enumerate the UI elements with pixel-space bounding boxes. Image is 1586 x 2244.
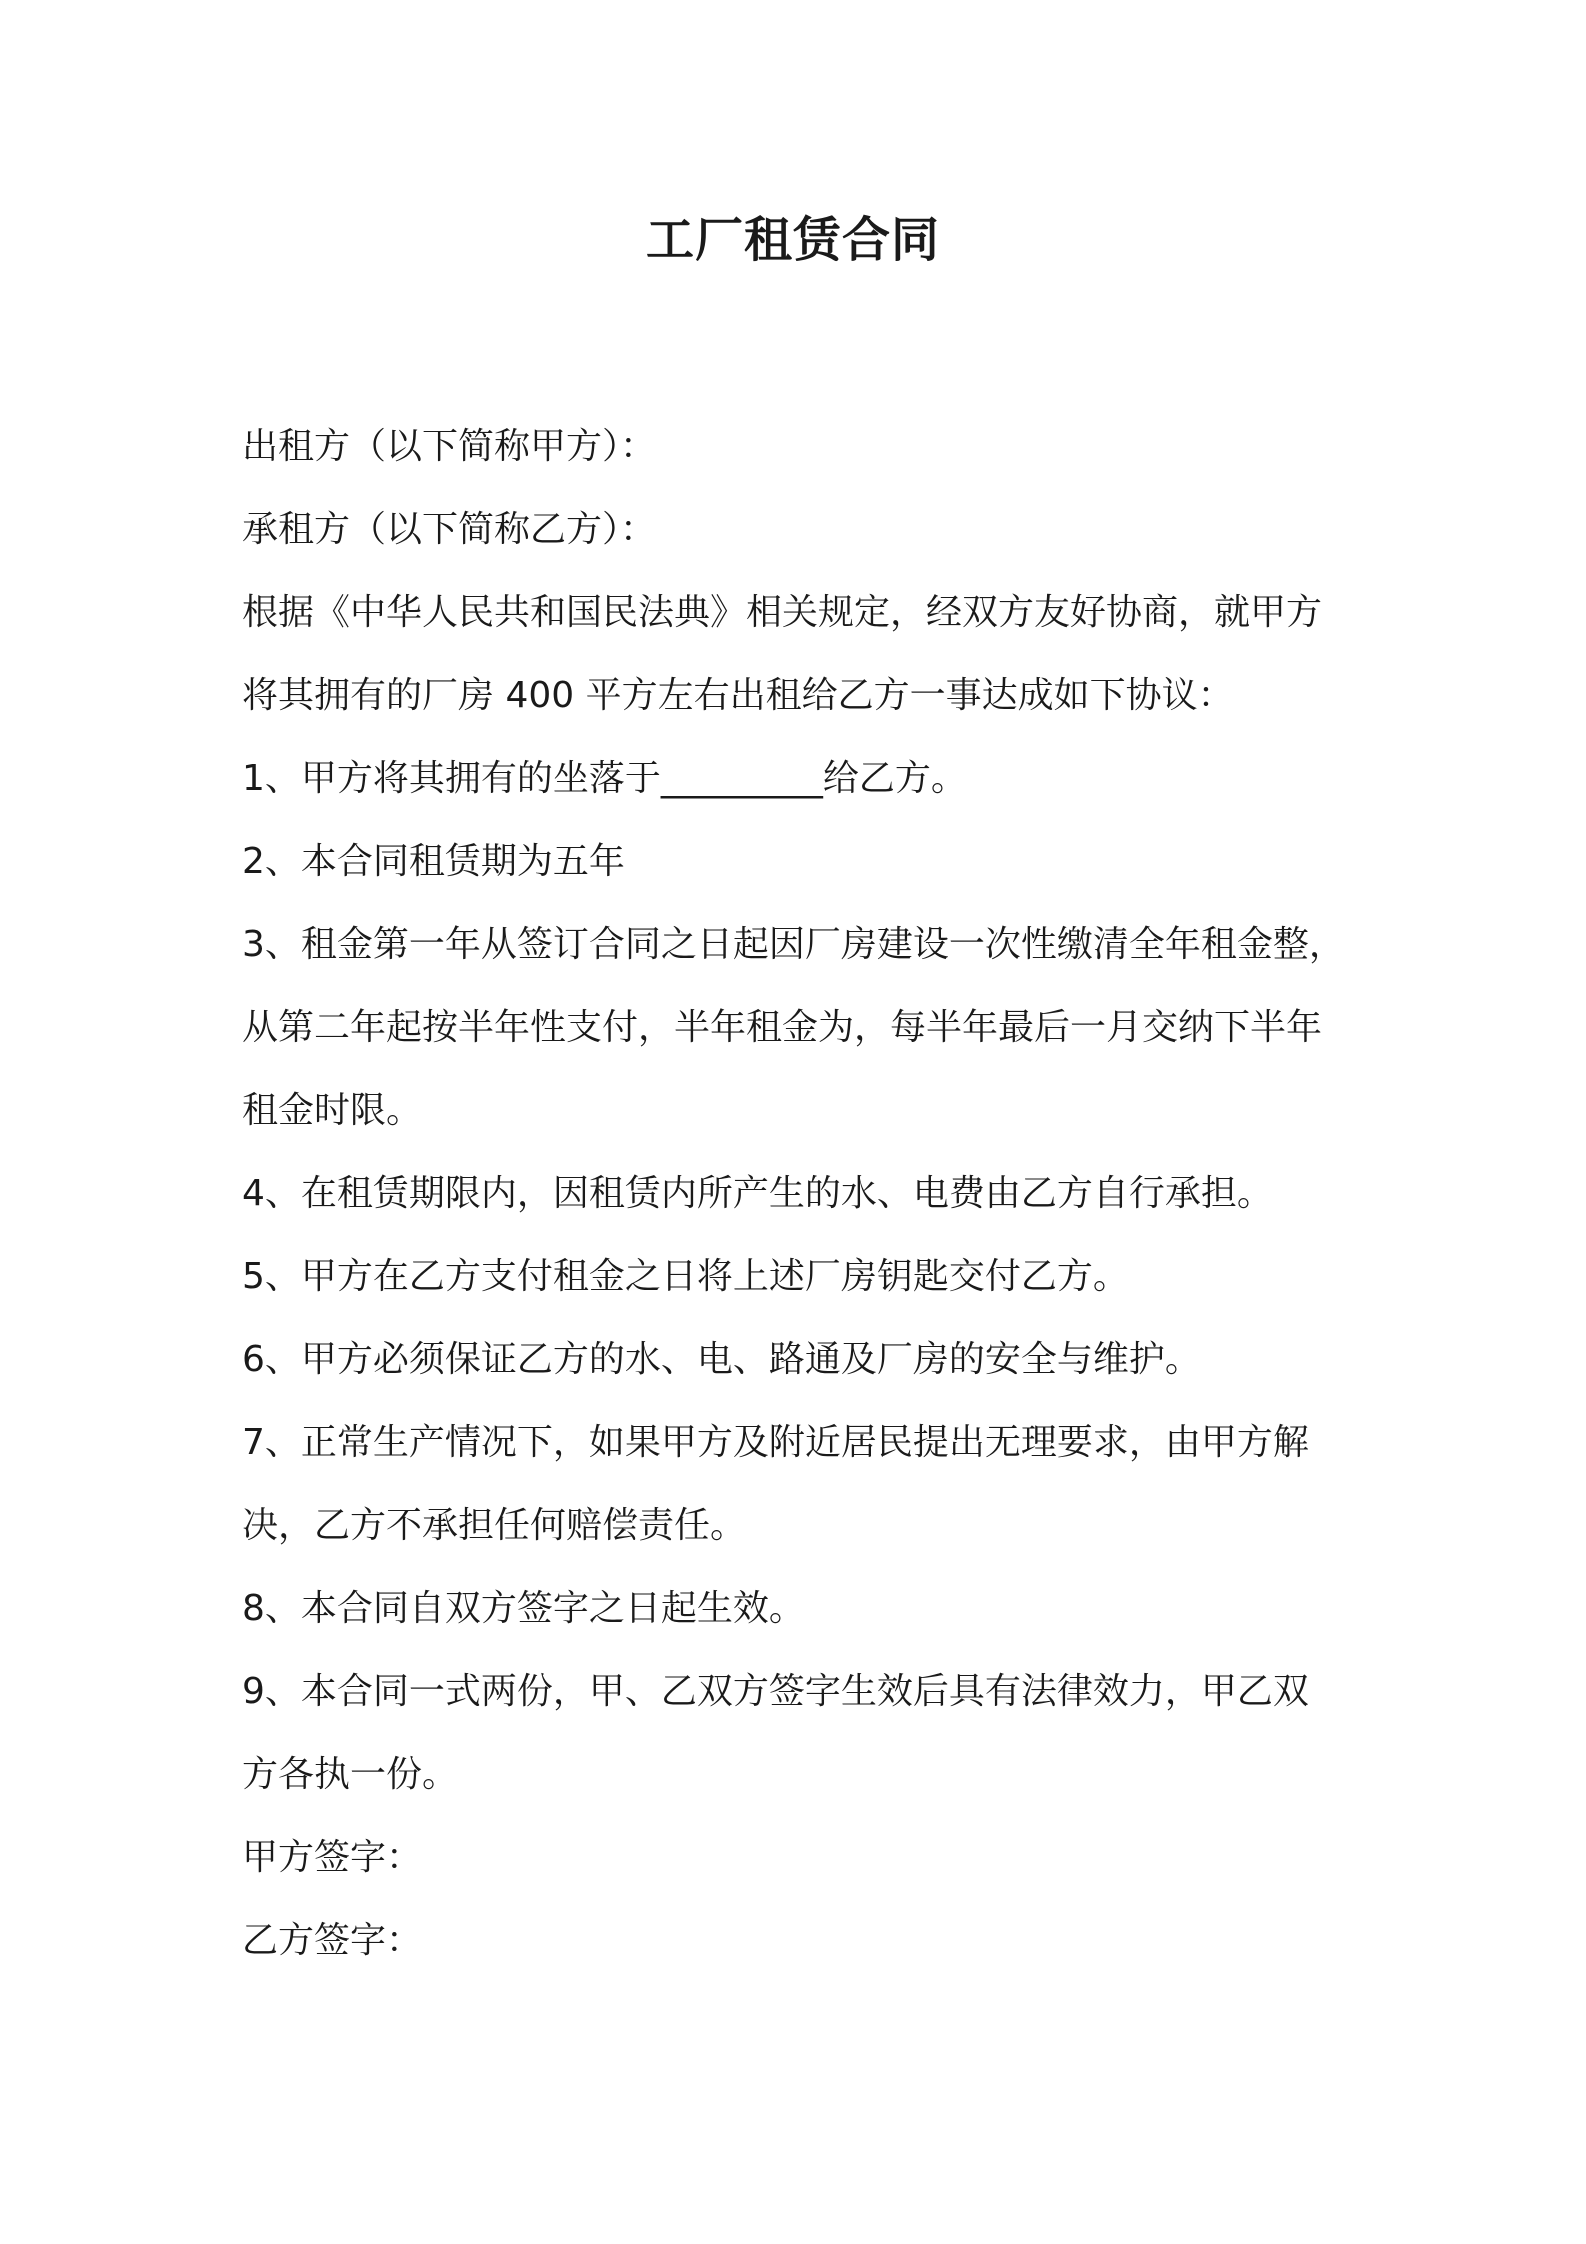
clause-6: 6、甲方必须保证乙方的水、电、路通及厂房的安全与维护。 xyxy=(242,1339,1201,1380)
clause-9-line-2: 方各执一份。 xyxy=(242,1754,459,1795)
document-body xyxy=(242,405,1362,1982)
clause-1: 1、甲方将其拥有的坐落于_________给乙方。 xyxy=(242,758,967,799)
clause-2: 2、本合同租赁期为五年 xyxy=(242,841,625,882)
clause-7-line-2: 决，乙方不承担任何赔偿责任。 xyxy=(242,1505,747,1546)
clause-4: 4、在租赁期限内，因租赁内所产生的水、电费由乙方自行承担。 xyxy=(242,1173,1273,1214)
party-a-signature-line: 甲方签字： xyxy=(242,1837,423,1878)
lessor-line: 出租方（以下简称甲方）： xyxy=(242,426,657,467)
clause-3-line-1: 3、租金第一年从签订合同之日起因厂房建设一次性缴清全年租金整， xyxy=(242,924,1345,965)
clause-8: 8、本合同自双方签字之日起生效。 xyxy=(242,1588,805,1629)
clause-3-line-3: 租金时限。 xyxy=(242,1090,423,1131)
document-title: 工厂租赁合同 xyxy=(645,212,940,268)
preamble-line-1: 根据《中华人民共和国民法典》相关规定，经双方友好协商，就甲方 xyxy=(242,592,1323,633)
clause-7-line-1: 7、正常生产情况下，如果甲方及附近居民提出无理要求，由甲方解 xyxy=(242,1422,1309,1463)
clause-5: 5、甲方在乙方支付租金之日将上述厂房钥匙交付乙方。 xyxy=(242,1256,1129,1297)
lessee-line: 承租方（以下简称乙方）： xyxy=(242,509,657,550)
clause-9-line-1: 9、本合同一式两份，甲、乙双方签字生效后具有法律效力，甲乙双 xyxy=(242,1671,1309,1712)
preamble-line-2: 将其拥有的厂房 400 平方左右出租给乙方一事达成如下协议： xyxy=(242,675,1234,716)
party-b-signature-line: 乙方签字： xyxy=(242,1920,423,1961)
clause-3-line-2: 从第二年起按半年性支付，半年租金为，每半年最后一月交纳下半年 xyxy=(242,1007,1323,1048)
